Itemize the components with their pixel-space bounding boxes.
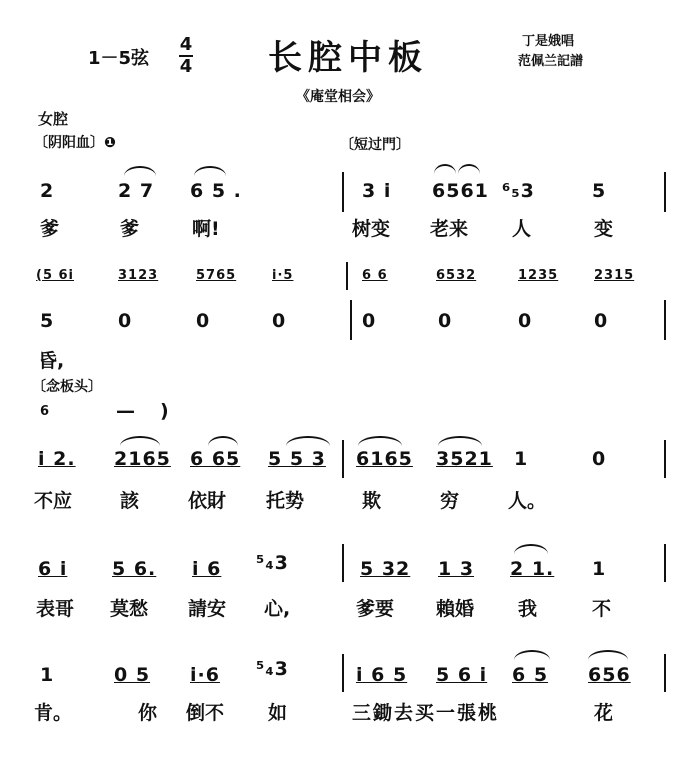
- note-cell: 1: [592, 558, 607, 580]
- note-cell: 6561: [432, 180, 489, 202]
- section-label-yinyangxue: 〔阴阳血〕❶: [34, 135, 116, 151]
- note-cell: 6 5: [512, 664, 549, 686]
- note-cell: 0: [362, 310, 377, 332]
- note-cell: 6 65: [190, 448, 241, 470]
- note-cell: 5 6 i: [436, 664, 488, 686]
- note-cell: i·6: [190, 664, 220, 686]
- section-label-duanguomen: 〔短过門〕: [340, 137, 410, 153]
- slur: [358, 436, 402, 446]
- note-cell: 0: [118, 310, 133, 332]
- note-cell: 1: [514, 448, 529, 470]
- note-cell: 5: [40, 310, 55, 332]
- lyric-cell: 穷: [440, 490, 460, 512]
- notator-credit: 范佩兰記譜: [518, 54, 584, 69]
- lyric-cell: 变: [594, 218, 614, 240]
- note-cell: 2165: [114, 448, 171, 470]
- note-cell: 0: [518, 310, 533, 332]
- note-cell: i 6: [192, 558, 222, 580]
- slur: [286, 436, 330, 446]
- note-cell: 0: [594, 310, 609, 332]
- lyric-cell: 該: [120, 490, 140, 512]
- note-cell: 5 6.: [112, 558, 157, 580]
- note-cell: 5 5 3: [268, 448, 326, 470]
- lyric-cell: 爹要: [356, 598, 395, 620]
- lyric-cell: 啊!: [192, 218, 220, 240]
- lyric-cell: 人: [512, 218, 532, 240]
- lyric-cell: 依財: [188, 490, 227, 512]
- note-cell: 3521: [436, 448, 493, 470]
- bar-line: [664, 172, 666, 212]
- note-cell: 3123: [118, 268, 159, 283]
- bar-line: [664, 440, 666, 478]
- slur: [514, 544, 548, 554]
- note-cell: 2315: [594, 268, 635, 283]
- slur: [194, 166, 226, 176]
- lyric-cell: 肯。: [34, 702, 73, 724]
- lyric-cell: 老来: [430, 218, 469, 240]
- slur: [514, 650, 550, 660]
- bar-line: [664, 300, 666, 340]
- slur: [588, 650, 628, 660]
- note-cell: 0: [592, 448, 607, 470]
- time-signature: [176, 36, 196, 76]
- bar-line: [664, 544, 666, 582]
- note-cell: 6 5 .: [190, 180, 242, 202]
- lyric-cell: 心,: [264, 598, 291, 620]
- lyric-cell: 托势: [266, 490, 305, 512]
- note-cell: 2 1.: [510, 558, 555, 580]
- lyric-cell: 爹: [120, 218, 140, 240]
- note-cell: 6532: [436, 268, 477, 283]
- note-cell: 0: [196, 310, 211, 332]
- lyric-cell: 不: [592, 598, 612, 620]
- note-cell: 0: [438, 310, 453, 332]
- lyric-cell: 人。: [508, 490, 547, 512]
- slur: [434, 164, 456, 174]
- lyric-cell: 莫愁: [110, 598, 149, 620]
- lyric-cell: 賴婚: [436, 598, 475, 620]
- note-cell: ⁶₅3: [502, 180, 535, 202]
- time-signature-bottom: 4: [179, 56, 193, 77]
- note-cell: 6 6: [362, 268, 388, 283]
- note-cell: 2: [40, 180, 55, 202]
- page-title: 长腔中板: [268, 38, 428, 78]
- lyric-cell: 我: [518, 598, 538, 620]
- time-signature-top: 4: [179, 34, 193, 55]
- bar-line: [342, 544, 344, 582]
- slur: [438, 436, 482, 446]
- slur: [208, 436, 238, 446]
- note-cell: 5 32: [360, 558, 411, 580]
- slur: [124, 166, 156, 176]
- lyric-cell: 爹: [40, 218, 60, 240]
- note-cell: 6165: [356, 448, 413, 470]
- note-cell: 0 5: [114, 664, 151, 686]
- lyric-cell: 昏,: [38, 350, 65, 372]
- lyric-cell: 不应: [34, 490, 73, 512]
- note-cell: (5 6i: [36, 268, 75, 283]
- lyric-cell: 你: [138, 702, 158, 724]
- lyric-cell: 表哥: [36, 598, 75, 620]
- bar-line: [346, 262, 348, 290]
- lyric-cell: 三鋤去买一張桃: [352, 702, 500, 724]
- subtitle: 《庵堂相会》: [296, 89, 380, 105]
- bar-line: [664, 654, 666, 692]
- lyric-cell: 請安: [188, 598, 227, 620]
- lyric-cell: 欺: [362, 490, 382, 512]
- slur: [458, 164, 480, 174]
- note-cell: 5: [592, 180, 607, 202]
- bar-line: [342, 440, 344, 478]
- note-cell: i·5: [272, 268, 294, 283]
- note-cell: ): [160, 400, 170, 422]
- note-cell: 1: [40, 664, 55, 686]
- note-cell: —: [116, 400, 136, 422]
- lyric-cell: 如: [268, 702, 288, 724]
- note-cell: 1235: [518, 268, 559, 283]
- lyric-cell: 花: [594, 702, 614, 724]
- note-cell: 6: [40, 404, 51, 419]
- bar-line: [350, 300, 352, 340]
- note-cell: 0: [272, 310, 287, 332]
- note-cell: 656: [588, 664, 631, 686]
- note-cell: 1 3: [438, 558, 475, 580]
- bar-line: [342, 172, 344, 212]
- singer-credit: 丁是娥唱: [522, 34, 575, 49]
- lyric-cell: 树变: [352, 218, 391, 240]
- role-label: 女腔: [38, 110, 69, 128]
- note-cell: 3 i: [362, 180, 392, 202]
- slur: [120, 436, 160, 446]
- note-cell: i 2.: [38, 448, 76, 470]
- note-cell: i 6 5: [356, 664, 408, 686]
- note-cell: ⁵₄3: [256, 552, 289, 574]
- string-tuning: 1－5弦: [88, 48, 150, 69]
- note-cell: 5765: [196, 268, 237, 283]
- note-cell: 6 i: [38, 558, 68, 580]
- lyric-cell: 倒不: [186, 702, 225, 724]
- note-cell: 2 7: [118, 180, 155, 202]
- section-label-nianbantou: 〔念板头〕: [32, 379, 102, 395]
- bar-line: [342, 654, 344, 692]
- note-cell: ⁵₄3: [256, 658, 289, 680]
